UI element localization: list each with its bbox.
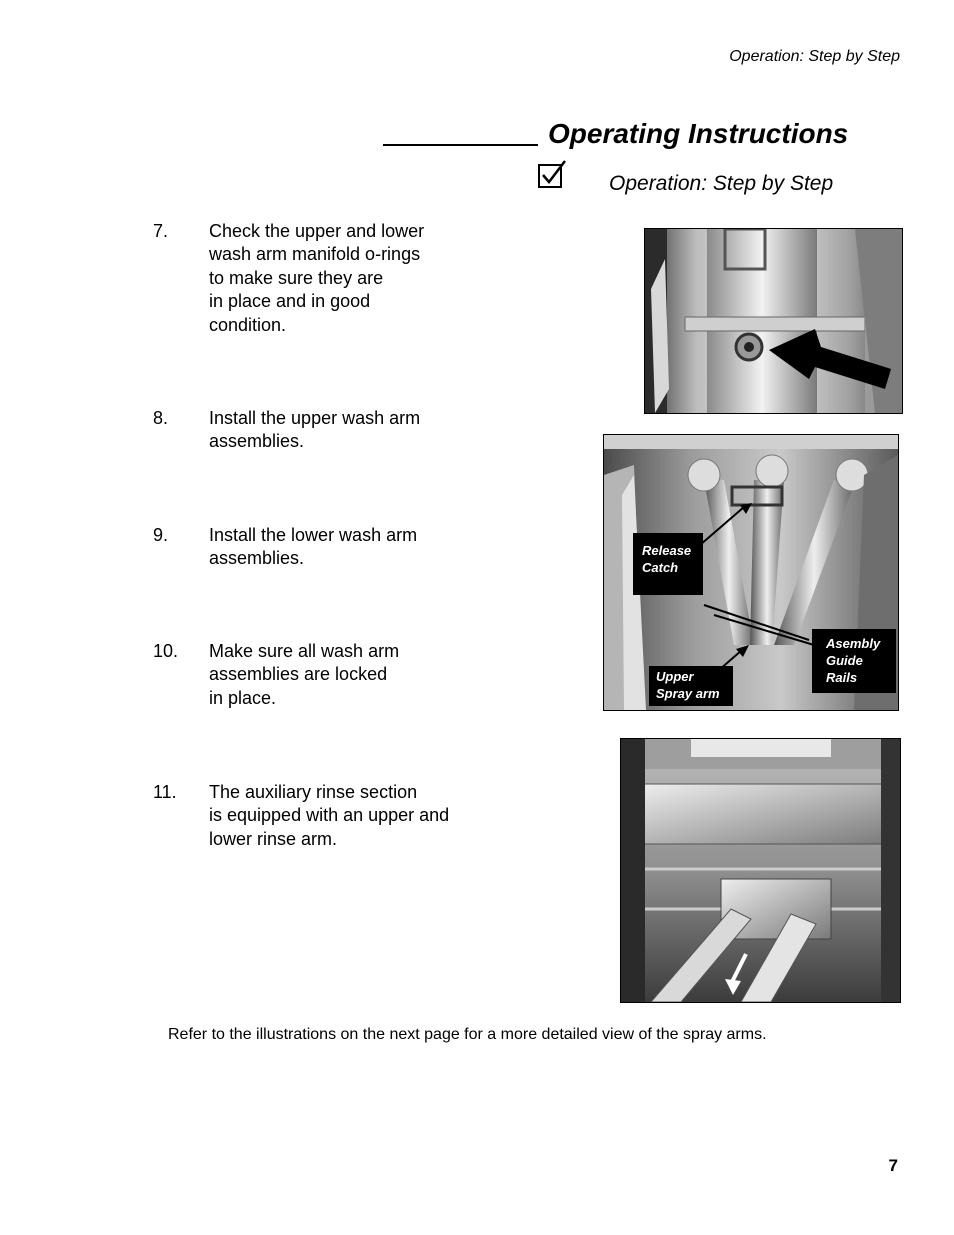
callout-release-catch-line: Catch xyxy=(642,560,679,575)
callout-asembly-guide-rails-line: Asembly xyxy=(826,636,881,651)
photo-auxiliary-rinse-image xyxy=(621,739,900,1002)
step-line: to make sure they are xyxy=(209,267,384,288)
photo-auxiliary-rinse xyxy=(620,738,901,1003)
step-text xyxy=(209,220,489,337)
step-line: lower rinse arm. xyxy=(209,828,338,849)
step-line: The auxiliary rinse section xyxy=(209,782,418,802)
step-number: 8. xyxy=(153,408,169,428)
subtitle-row xyxy=(537,160,833,196)
callout-asembly-guide-rails-line: Guide xyxy=(826,653,863,668)
step-number: 7. xyxy=(153,221,169,241)
page-subtitle: Operation: Step by Step xyxy=(609,172,834,195)
step-line: is equipped with an upper and xyxy=(209,805,450,826)
step-line: Check the upper and lower xyxy=(209,221,425,241)
checkbox-icon xyxy=(537,160,567,190)
running-header: Operation: Step by Step xyxy=(729,48,900,65)
photo-wash-arm-assemblies-image xyxy=(604,435,898,710)
step-text xyxy=(209,407,489,454)
step-number: 10. xyxy=(153,641,179,661)
step-line: wash arm manifold o-rings xyxy=(209,244,421,265)
section-title xyxy=(383,116,848,150)
step-line: in place and in good xyxy=(209,291,371,312)
photo-wash-arm-assemblies xyxy=(603,434,899,711)
step-number: 9. xyxy=(153,525,169,545)
callout-upper-spray-arm-line: Spray arm xyxy=(656,686,720,701)
step-text xyxy=(209,781,489,851)
callout-release-catch-line: Release xyxy=(642,543,692,558)
photo-manifold-oring xyxy=(644,228,903,414)
step-line: Install the lower wash arm xyxy=(209,525,418,545)
step-text xyxy=(209,524,489,571)
step-line: Install the upper wash arm xyxy=(209,408,421,428)
step-text xyxy=(209,640,489,710)
title-rule xyxy=(383,144,538,146)
page-number: 7 xyxy=(888,1156,898,1175)
step-number: 11. xyxy=(153,782,177,802)
page-title: Operating Instructions xyxy=(548,118,849,149)
callout-asembly-guide-rails-line: Rails xyxy=(826,670,858,685)
step-line: condition. xyxy=(209,314,287,335)
step-line: assemblies are locked xyxy=(209,664,388,685)
step-line: Make sure all wash arm xyxy=(209,641,400,661)
step-line: in place. xyxy=(209,687,277,708)
step-line: assemblies. xyxy=(209,431,305,452)
footer-note: Refer to the illustrations on the next page for a more detailed view of the spray arms. xyxy=(168,1026,767,1043)
step-line: assemblies. xyxy=(209,548,305,569)
callout-upper-spray-arm-line: Upper xyxy=(656,669,694,684)
photo-manifold-oring-image xyxy=(645,229,902,413)
